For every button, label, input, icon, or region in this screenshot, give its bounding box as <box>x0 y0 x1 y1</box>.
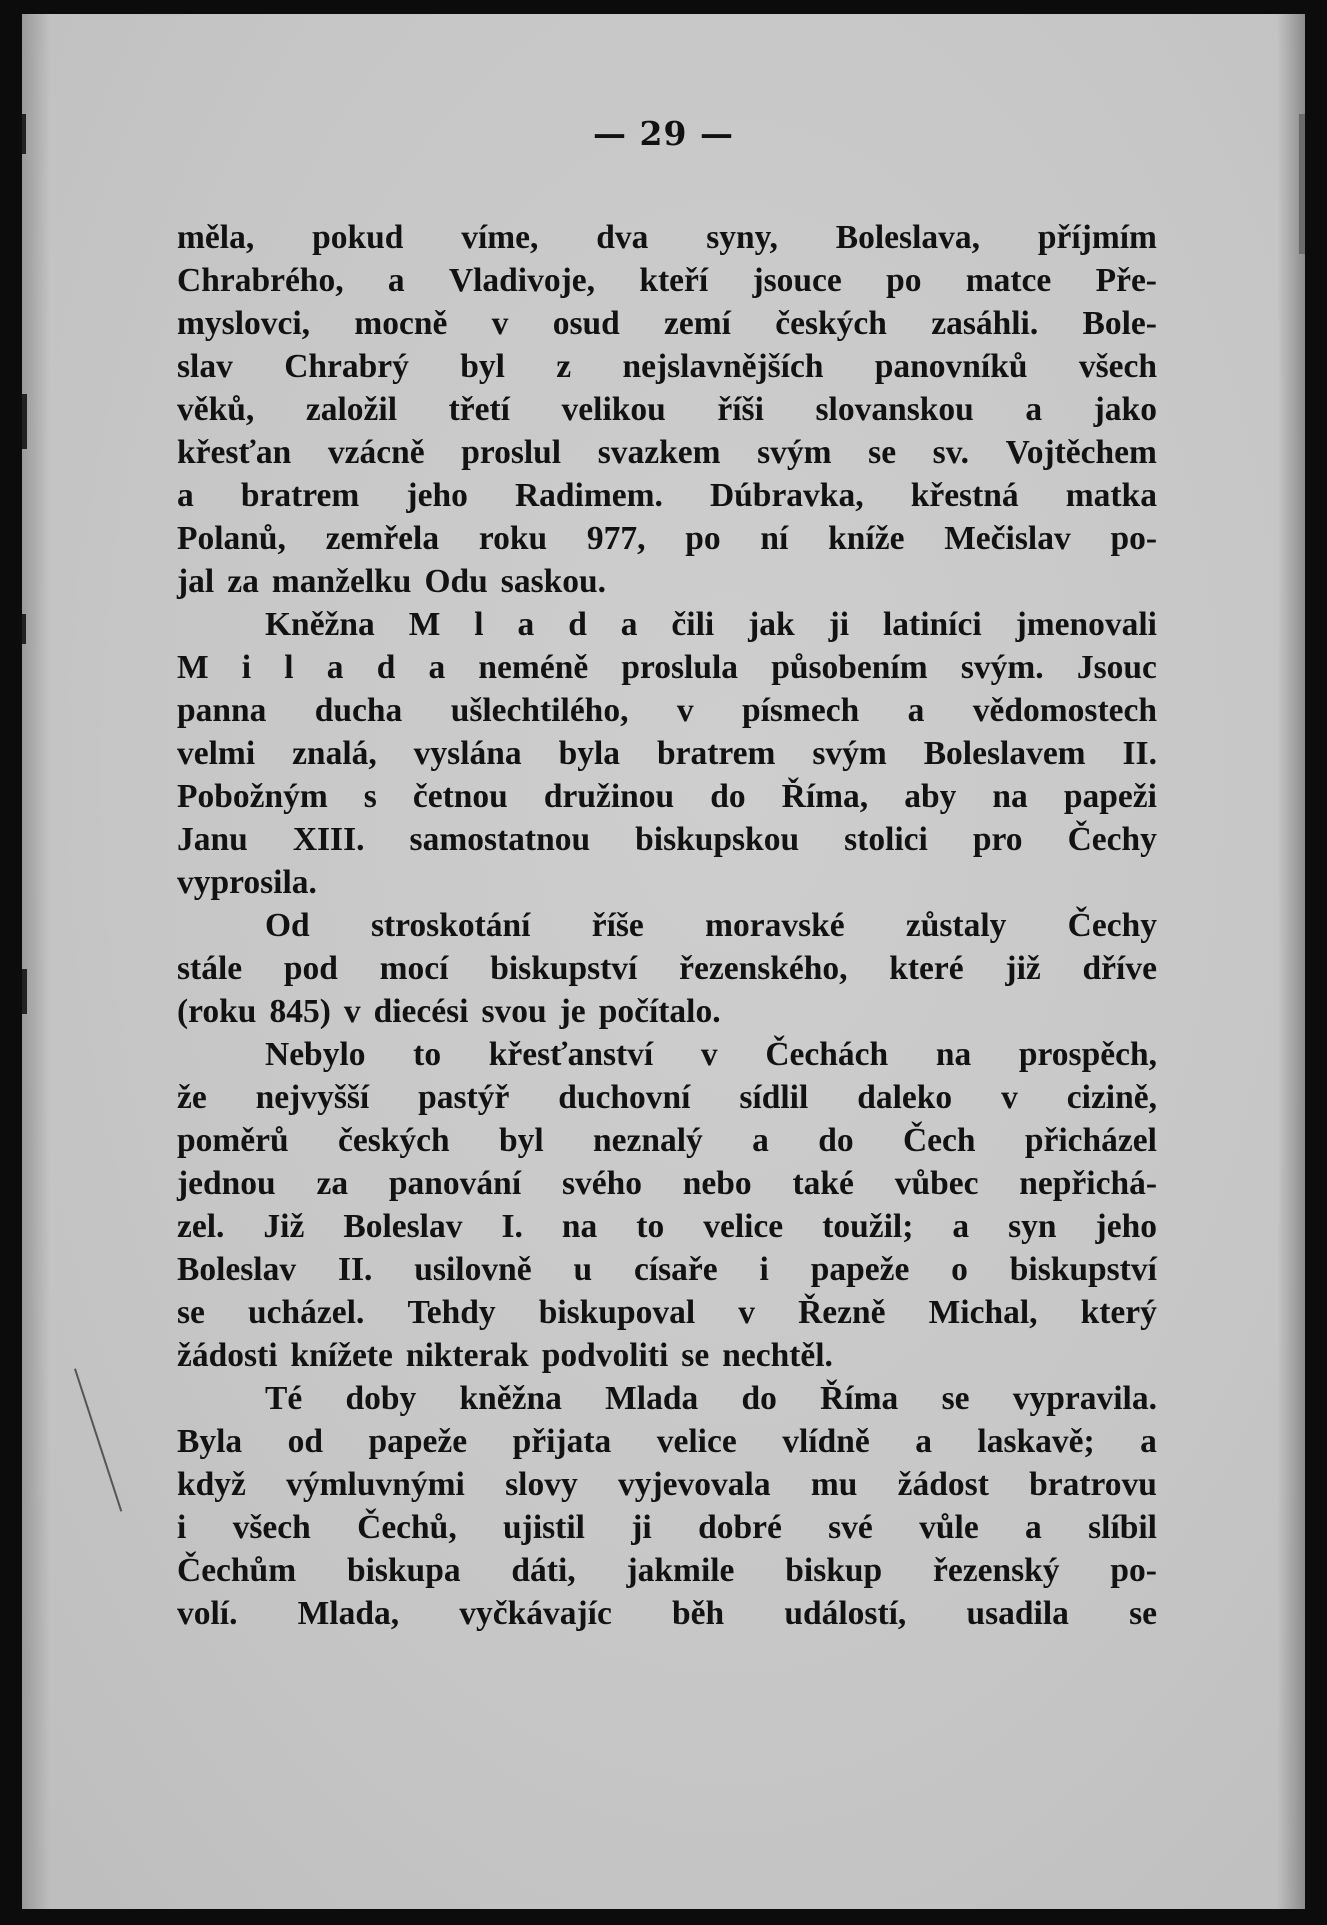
word: přijata <box>512 1423 612 1460</box>
word: biskupa <box>346 1552 461 1589</box>
word: panna <box>177 692 267 729</box>
word: l <box>474 606 484 643</box>
word: vědomostech <box>972 692 1157 729</box>
word: českých <box>775 305 887 342</box>
word: ucházel. <box>248 1294 365 1331</box>
word: Vladivoje, <box>448 262 596 299</box>
word: za <box>316 1165 349 1202</box>
word: vzácně <box>327 434 425 471</box>
word: biskupskou <box>635 821 800 858</box>
word: matce <box>965 262 1052 299</box>
word: se <box>177 1294 205 1331</box>
word: Polanů, <box>177 520 286 557</box>
word: bratrem <box>656 735 776 772</box>
word: jeho <box>406 477 468 514</box>
word: přicházel <box>1024 1122 1157 1159</box>
word: aby <box>904 778 957 815</box>
word: řezenského, <box>679 950 848 987</box>
text-line <box>177 1334 1157 1377</box>
word: ujistil <box>503 1509 585 1546</box>
word: ji <box>828 606 850 643</box>
word: vůbec <box>894 1165 979 1202</box>
word: velice <box>656 1423 737 1460</box>
word: Radimem. <box>514 477 663 514</box>
word: manželku <box>271 563 412 600</box>
word: také <box>792 1165 854 1202</box>
word: Boleslav <box>177 1251 297 1288</box>
word: v <box>676 692 694 729</box>
text-line <box>177 259 1157 302</box>
text-line <box>177 1033 1157 1076</box>
word: v <box>738 1294 755 1331</box>
stray-scratch <box>74 1368 122 1511</box>
word: stroskotání <box>370 907 531 944</box>
word: svou <box>481 993 547 1030</box>
word: saskou. <box>500 563 606 600</box>
word: moravské <box>705 907 845 944</box>
word: duchovní <box>558 1079 691 1116</box>
text-line <box>177 474 1157 517</box>
word: z <box>556 348 572 385</box>
word: Pře- <box>1095 262 1157 299</box>
word: laskavě; <box>977 1423 1095 1460</box>
word: a <box>517 606 535 643</box>
word: roku <box>478 520 548 557</box>
word: Čech <box>902 1122 976 1159</box>
word: to <box>636 1208 665 1245</box>
word: Byla <box>177 1423 243 1460</box>
word: Říma, <box>781 778 869 815</box>
word: slovy <box>505 1466 578 1503</box>
text-line <box>177 1549 1157 1592</box>
word: Řezně <box>798 1294 886 1331</box>
word: jako <box>1093 391 1157 428</box>
text-line <box>177 560 1157 603</box>
word: císaře <box>633 1251 718 1288</box>
word: čili <box>671 606 715 643</box>
word: ní <box>760 520 789 557</box>
word: a <box>1025 391 1043 428</box>
word: žádost <box>897 1466 989 1503</box>
word: syny, <box>706 219 778 256</box>
text-line <box>177 732 1157 775</box>
word: výmluvnými <box>286 1466 465 1503</box>
text-line <box>177 1076 1157 1119</box>
text-line <box>177 1291 1157 1334</box>
word: Čechům <box>177 1552 297 1589</box>
word: Čechy <box>1067 821 1157 858</box>
word: II. <box>1122 735 1157 772</box>
word: pastýř <box>418 1079 510 1116</box>
word: se <box>941 1380 970 1417</box>
word: I. <box>501 1208 523 1245</box>
word: křesťanství <box>488 1036 654 1073</box>
word: prospěch, <box>1018 1036 1157 1073</box>
word: zůstaly <box>905 907 1007 944</box>
word: Jsouc <box>1076 649 1157 686</box>
word: se <box>681 1337 710 1374</box>
word: dobré <box>698 1509 782 1546</box>
word: Odu <box>424 563 488 600</box>
word: od <box>287 1423 324 1460</box>
right-edge-shadow <box>1277 14 1305 1909</box>
word: neméně <box>478 649 589 686</box>
text-line <box>177 1506 1157 1549</box>
word: a <box>915 1423 932 1460</box>
word: dva <box>596 219 649 256</box>
word: Čechách <box>765 1036 889 1073</box>
word: družinou <box>543 778 675 815</box>
text-line <box>177 431 1157 474</box>
word: četnou <box>412 778 508 815</box>
word: Chrabrého, <box>177 262 344 299</box>
word: dáti, <box>511 1552 576 1589</box>
word: vypravila. <box>1012 1380 1157 1417</box>
word: který <box>1080 1294 1157 1331</box>
word: to <box>413 1036 442 1073</box>
word: po- <box>1110 520 1157 557</box>
word: říše <box>591 907 644 944</box>
word: panování <box>388 1165 522 1202</box>
word: po- <box>1110 1552 1157 1589</box>
word: XIII. <box>292 821 365 858</box>
word: (roku <box>177 993 257 1030</box>
word: svého <box>561 1165 642 1202</box>
word: a <box>952 1208 970 1245</box>
text-line <box>177 1377 1157 1420</box>
word: o <box>951 1251 968 1288</box>
word: jsouce <box>752 262 842 299</box>
word: třetí <box>448 391 510 428</box>
word: papeže <box>368 1423 468 1460</box>
text-line <box>177 947 1157 990</box>
word: nejvyšší <box>255 1079 370 1116</box>
word: samostatnou <box>409 821 591 858</box>
word: kníže <box>828 520 905 557</box>
word: bratrovu <box>1029 1466 1157 1503</box>
word: pokud <box>312 219 404 256</box>
word: vyslána <box>413 735 522 772</box>
word: se <box>1129 1595 1157 1632</box>
word: s <box>363 778 377 815</box>
word: 977, <box>586 520 646 557</box>
word: písmech <box>741 692 860 729</box>
word: a <box>428 649 446 686</box>
word: nikterak <box>405 1337 529 1374</box>
word: knížete <box>290 1337 393 1374</box>
text-line <box>177 388 1157 431</box>
word: do <box>710 778 746 815</box>
word: dříve <box>1082 950 1157 987</box>
word: biskup <box>785 1552 883 1589</box>
word: věků, <box>177 391 255 428</box>
word: založil <box>305 391 398 428</box>
word: sídlil <box>739 1079 809 1116</box>
word: i <box>759 1251 769 1288</box>
word: usilovně <box>414 1251 532 1288</box>
word: zasáhli. <box>931 305 1039 342</box>
word: jednou <box>177 1165 276 1202</box>
word: již <box>1005 950 1041 987</box>
word: v <box>700 1036 718 1073</box>
word: sv. <box>932 434 969 471</box>
word: i <box>241 649 252 686</box>
word: bratrem <box>240 477 360 514</box>
word: na <box>992 778 1028 815</box>
word: že <box>177 1079 207 1116</box>
left-edge-shadow <box>22 14 50 1909</box>
word: se <box>868 434 897 471</box>
word: latiníci <box>883 606 982 643</box>
word: Boleslavem <box>923 735 1086 772</box>
word: Boleslava, <box>835 219 981 256</box>
text-line <box>177 1119 1157 1162</box>
word: ji <box>631 1509 652 1546</box>
word: daleko <box>857 1079 953 1116</box>
word: kteří <box>639 262 709 299</box>
word: toužil; <box>822 1208 914 1245</box>
word: Té <box>265 1380 303 1417</box>
word: po <box>886 262 922 299</box>
margin-mark <box>22 614 26 644</box>
text-line <box>177 904 1157 947</box>
word: víme, <box>461 219 539 256</box>
word: zel. <box>177 1208 225 1245</box>
word: nepřichá- <box>1019 1165 1157 1202</box>
word: myslovci, <box>177 305 311 342</box>
word: událostí, <box>784 1595 907 1632</box>
word: do <box>741 1380 777 1417</box>
word: znalá, <box>292 735 377 772</box>
text-line <box>177 517 1157 560</box>
word: slíbil <box>1088 1509 1157 1546</box>
word: mocně <box>354 305 448 342</box>
word: byla <box>558 735 621 772</box>
word: ducha <box>314 692 403 729</box>
word: a <box>177 477 194 514</box>
word: na <box>935 1036 972 1073</box>
word: d <box>568 606 587 643</box>
word: jmenovali <box>1015 606 1157 643</box>
word: a <box>387 262 405 299</box>
word: byl <box>460 348 505 385</box>
word: Čechy <box>1067 907 1157 944</box>
word: cizině, <box>1066 1079 1157 1116</box>
word: a <box>1140 1423 1157 1460</box>
word: usadila <box>966 1595 1069 1632</box>
word: biskupství <box>490 950 638 987</box>
word: pro <box>972 821 1023 858</box>
word: Nebylo <box>265 1036 366 1073</box>
word: Boleslav <box>343 1208 463 1245</box>
word: jal <box>177 563 215 600</box>
word: své <box>828 1509 873 1546</box>
word: Kněžna <box>265 606 375 643</box>
word: vyprosila. <box>177 864 317 901</box>
word: syn <box>1008 1208 1057 1245</box>
word: matka <box>1065 477 1157 514</box>
word: svým. <box>960 649 1044 686</box>
text-line <box>177 646 1157 689</box>
text-line <box>177 1592 1157 1635</box>
word: a <box>907 692 925 729</box>
word: Od <box>265 907 310 944</box>
body-text <box>177 216 1157 1635</box>
word: papeži <box>1063 778 1157 815</box>
text-line <box>177 345 1157 388</box>
word: l <box>284 649 294 686</box>
word: osud <box>552 305 620 342</box>
word: svým <box>812 735 887 772</box>
word: když <box>177 1466 246 1503</box>
text-line <box>177 1463 1157 1506</box>
word: M <box>177 649 209 686</box>
text-line <box>177 990 1157 1033</box>
word: volí. <box>177 1595 238 1632</box>
word: křesťan <box>177 434 292 471</box>
word: běh <box>672 1595 725 1632</box>
word: stále <box>177 950 243 987</box>
word: neznalý <box>593 1122 703 1159</box>
word: a <box>1025 1509 1042 1546</box>
word: které <box>889 950 964 987</box>
margin-mark <box>22 394 27 449</box>
text-line <box>177 689 1157 732</box>
word: Dúbravka, <box>709 477 864 514</box>
word: proslul <box>461 434 562 471</box>
word: velice <box>703 1208 784 1245</box>
word: vůle <box>919 1509 979 1546</box>
word: slav <box>177 348 233 385</box>
text-line <box>177 302 1157 345</box>
word: d <box>376 649 396 686</box>
word: zemřela <box>325 520 440 557</box>
word: u <box>573 1251 593 1288</box>
word: Již <box>263 1208 305 1245</box>
word: kněžna <box>459 1380 562 1417</box>
word: je <box>559 993 586 1030</box>
word: vlídně <box>782 1423 870 1460</box>
word: působením <box>771 649 928 686</box>
word: řezenský <box>933 1552 1060 1589</box>
word: diecési <box>373 993 469 1030</box>
word: Mlada, <box>297 1595 400 1632</box>
word: a <box>620 606 638 643</box>
word: byl <box>498 1122 544 1159</box>
word: křestná <box>910 477 1019 514</box>
word: zemí <box>664 305 731 342</box>
word: jeho <box>1095 1208 1157 1245</box>
word: proslula <box>621 649 739 686</box>
word: a <box>752 1122 769 1159</box>
word: za <box>227 563 259 600</box>
word: Bole- <box>1082 305 1157 342</box>
word: pod <box>283 950 338 987</box>
word: vyčkávajíc <box>459 1595 612 1632</box>
text-line <box>177 1420 1157 1463</box>
word: papeže <box>810 1251 910 1288</box>
word: vyjevovala <box>618 1466 771 1503</box>
word: v <box>491 305 509 342</box>
word: a <box>326 649 344 686</box>
margin-mark <box>22 969 27 1014</box>
word: všech <box>232 1509 311 1546</box>
word: panovníků <box>874 348 1028 385</box>
text-line <box>177 818 1157 861</box>
word: nejslavnějších <box>622 348 824 385</box>
word: na <box>561 1208 598 1245</box>
word: příjmím <box>1037 219 1157 256</box>
word: počítalo. <box>598 993 721 1030</box>
word: Chrabrý <box>284 348 409 385</box>
word: Pobožným <box>177 778 328 815</box>
word: svým <box>757 434 832 471</box>
text-line <box>177 861 1157 904</box>
text-line <box>177 1248 1157 1291</box>
word: v <box>343 993 361 1030</box>
word: mu <box>810 1466 858 1503</box>
word: Říma <box>820 1380 899 1417</box>
word: žádosti <box>177 1337 278 1374</box>
text-line <box>177 1205 1157 1248</box>
word: i <box>177 1509 187 1546</box>
word: II. <box>337 1251 373 1288</box>
book-page <box>22 14 1305 1909</box>
word: velmi <box>177 735 256 772</box>
word: 845) <box>269 993 331 1030</box>
word: Vojtěchem <box>1005 434 1157 471</box>
word: poměrů <box>177 1122 289 1159</box>
word: podvoliti <box>541 1337 669 1374</box>
text-line <box>177 775 1157 818</box>
word: v <box>1001 1079 1018 1116</box>
word: slovanskou <box>815 391 974 428</box>
word: do <box>818 1122 854 1159</box>
text-line <box>177 603 1157 646</box>
word: mocí <box>379 950 449 987</box>
word: všech <box>1078 348 1157 385</box>
word: doby <box>345 1380 417 1417</box>
word: Čechů, <box>357 1509 457 1546</box>
page-number: — 29 — <box>593 114 734 153</box>
word: M <box>408 606 441 643</box>
word: Mečislav <box>944 520 1071 557</box>
word: Mlada <box>605 1380 699 1417</box>
word: po <box>685 520 721 557</box>
word: měla, <box>177 219 255 256</box>
word: českých <box>337 1122 450 1159</box>
word: stolici <box>844 821 928 858</box>
word: svazkem <box>597 434 721 471</box>
word: jak <box>748 606 795 643</box>
word: Janu <box>177 821 248 858</box>
text-line <box>177 1162 1157 1205</box>
word: ušlechtilého, <box>450 692 629 729</box>
text-line <box>177 216 1157 259</box>
word: říši <box>717 391 764 428</box>
word: velikou <box>561 391 666 428</box>
word: jakmile <box>626 1552 735 1589</box>
word: biskupství <box>1009 1251 1157 1288</box>
word: Michal, <box>928 1294 1038 1331</box>
word: biskupoval <box>538 1294 696 1331</box>
word: nechtěl. <box>722 1337 833 1374</box>
word: Tehdy <box>407 1294 496 1331</box>
word: nebo <box>682 1165 752 1202</box>
